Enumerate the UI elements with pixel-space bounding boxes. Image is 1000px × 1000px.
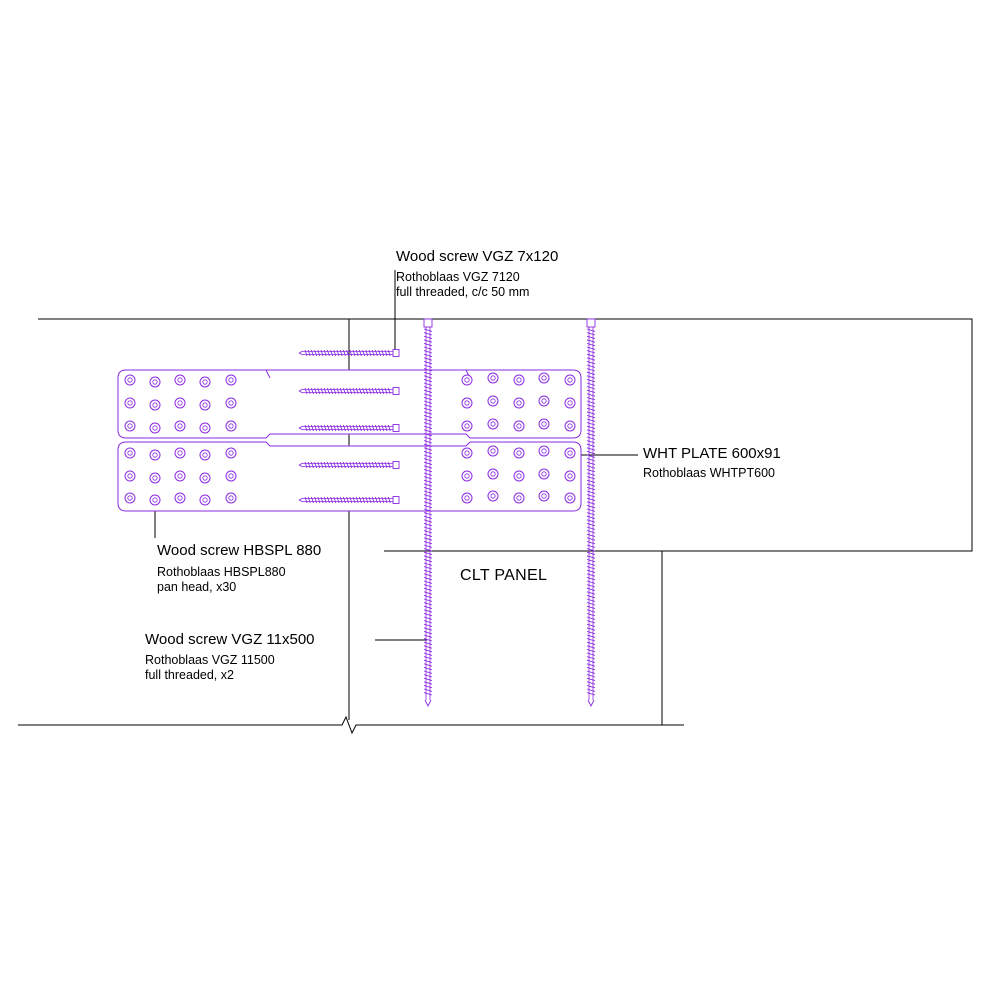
plate-hole: [565, 493, 575, 503]
plate-hole: [226, 493, 236, 503]
vgz11-title: Wood screw VGZ 11x500: [145, 631, 315, 648]
plate-hole: [226, 375, 236, 385]
plate-hole: [150, 495, 160, 505]
plate-hole: [125, 421, 135, 431]
plate-hole: [565, 421, 575, 431]
plate-hole: [539, 446, 549, 456]
plate-hole: [488, 446, 498, 456]
plate-hole: [200, 495, 210, 505]
plate-hole: [462, 471, 472, 481]
vgz11-screw: [587, 319, 595, 706]
plate-hole: [125, 448, 135, 458]
plate-hole: [150, 473, 160, 483]
plate-hole: [565, 471, 575, 481]
plate-hole: [175, 448, 185, 458]
hbspl-title: Wood screw HBSPL 880: [157, 542, 322, 559]
plate-hole: [514, 471, 524, 481]
plate-hole: [488, 491, 498, 501]
vgz11-line2: full threaded, x2: [145, 668, 234, 682]
plate-hole: [200, 377, 210, 387]
plate-hole: [125, 493, 135, 503]
plate-hole: [226, 398, 236, 408]
plate-hole: [175, 493, 185, 503]
plate-hole: [539, 396, 549, 406]
plate-hole: [175, 421, 185, 431]
plate-hole: [488, 396, 498, 406]
plate-hole: [125, 471, 135, 481]
wht-line1: Rothoblaas WHTPT600: [643, 466, 776, 480]
plate-hole: [488, 469, 498, 479]
hbspl-line1: Rothoblaas HBSPL880: [157, 565, 286, 579]
plate-hole: [125, 375, 135, 385]
plate-hole: [462, 375, 472, 385]
vgz11-line1: Rothoblaas VGZ 11500: [145, 653, 275, 667]
plate-hole: [125, 398, 135, 408]
wht-plate-upper: [118, 370, 581, 438]
plate-hole: [200, 400, 210, 410]
vgz7-line1: Rothoblaas VGZ 7120: [396, 270, 520, 284]
plate-hole: [539, 491, 549, 501]
plate-hole: [462, 421, 472, 431]
plate-hole: [226, 471, 236, 481]
vgz7-title: Wood screw VGZ 7x120: [396, 248, 559, 265]
plate-hole: [462, 448, 472, 458]
plate-hole: [488, 419, 498, 429]
wht-plate-lower: [118, 442, 581, 511]
plate-hole: [150, 400, 160, 410]
plate-hole: [226, 421, 236, 431]
vgz7-line2: full threaded, c/c 50 mm: [396, 285, 530, 299]
plate-hole: [150, 423, 160, 433]
plate-hole: [514, 448, 524, 458]
hbspl-line2: pan head, x30: [157, 580, 237, 594]
plate-hole: [539, 373, 549, 383]
plate-hole: [150, 377, 160, 387]
plate-hole: [514, 375, 524, 385]
plate-hole: [462, 398, 472, 408]
plate-hole: [175, 375, 185, 385]
plate-hole: [565, 398, 575, 408]
plate-hole: [514, 398, 524, 408]
plate-hole: [175, 398, 185, 408]
plate-hole: [565, 375, 575, 385]
plate-hole: [200, 473, 210, 483]
plate-hole: [462, 493, 472, 503]
plate-hole: [539, 419, 549, 429]
clt-panel-label: CLT PANEL: [460, 567, 548, 584]
plate-hole: [200, 450, 210, 460]
plate-hole: [565, 448, 575, 458]
wht-title: WHT PLATE 600x91: [643, 445, 781, 462]
plate-hole: [226, 448, 236, 458]
plate-hole: [514, 421, 524, 431]
bottom-break-line: [18, 717, 684, 733]
plate-hole: [539, 469, 549, 479]
plate-hole: [175, 471, 185, 481]
plate-hole: [150, 450, 160, 460]
plate-hole: [488, 373, 498, 383]
plate-hole: [514, 493, 524, 503]
plate-hole: [200, 423, 210, 433]
